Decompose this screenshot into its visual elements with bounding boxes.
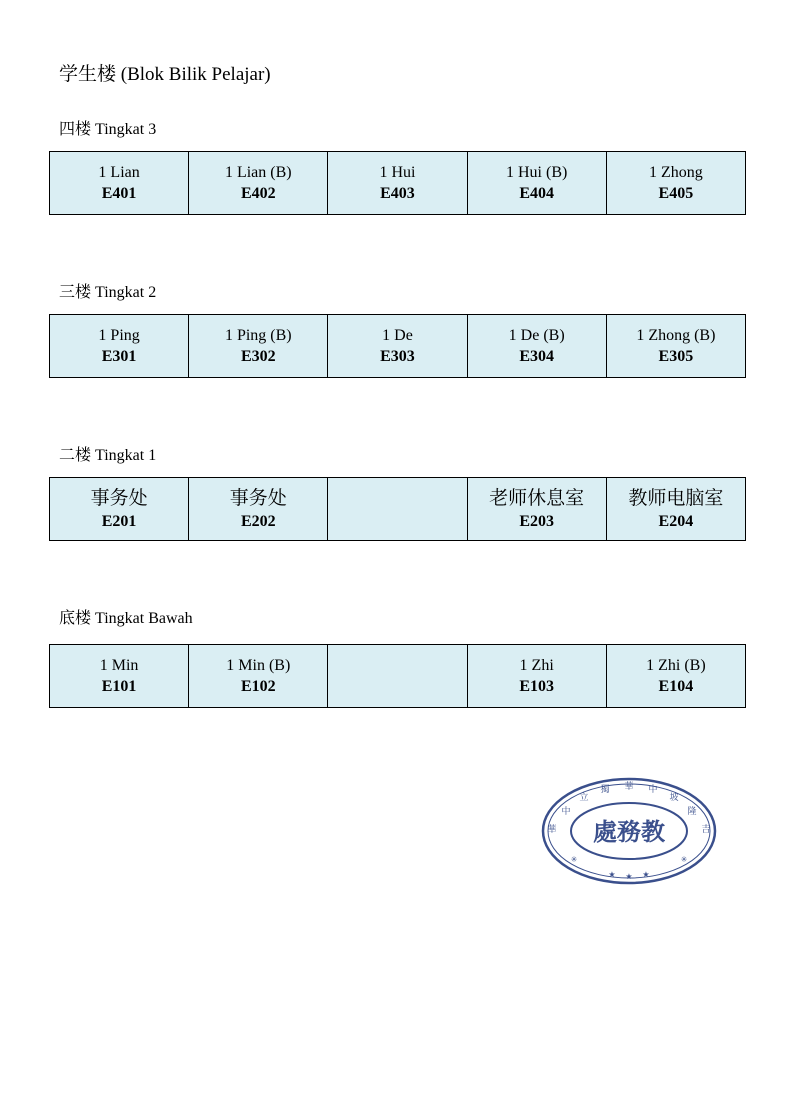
room-code: E102 [240,678,276,695]
room-cell [467,478,606,541]
stamp-ring-char: 立 [579,793,589,803]
table-row [50,152,746,215]
room-code: E305 [658,348,694,365]
room-code: E302 [240,348,276,365]
room-class-label: 1 De [382,327,413,344]
stamp-ring-char: 獨 [600,785,610,795]
room-cell [50,478,189,541]
star-icon: ✳ [570,855,578,864]
floor-label-tingkat-1: 二楼 Tingkat 1 [59,447,157,464]
room-class-label: 1 Zhong (B) [636,327,716,344]
table-row [50,645,746,708]
stamp-ring-char: 坡 [669,793,679,803]
room-cell [606,152,745,215]
room-class-label: 1 De (B) [508,327,565,344]
room-class-label: 1 Hui [379,164,416,181]
room-class-label: 事务处 [229,487,287,509]
stamp-ring-char: 華 [547,825,557,835]
room-code: E101 [101,678,137,695]
room-cell [606,645,745,708]
room-code: E401 [101,185,137,202]
room-code: E404 [519,185,554,202]
room-class-label: 1 Lian [98,164,140,181]
room-class-label: 1 Hui (B) [505,164,568,181]
stamp-ring-char: 華 [624,782,634,792]
room-class-label: 1 Zhi (B) [646,657,706,674]
room-class-label: 事务处 [90,487,148,509]
page-title: 学生楼 (Blok Bilik Pelajar) [59,64,271,85]
school-stamp [540,776,718,886]
room-cell [189,315,328,378]
star-icon: ★ [625,872,633,881]
room-class-label: 1 Min [99,657,139,674]
room-cell [328,152,467,215]
room-cell [328,315,467,378]
room-class-label: 1 Min (B) [226,657,291,674]
room-code: E301 [101,348,137,365]
room-cell [467,152,606,215]
room-table-tingkat-2 [49,314,746,378]
room-class-label: 教师电脑室 [628,487,724,509]
room-class-label: 1 Zhong [648,164,703,181]
room-code: E403 [380,185,415,202]
room-code: E405 [658,185,694,202]
room-cell [50,315,189,378]
room-code: E402 [240,185,276,202]
room-cell [467,645,606,708]
floor-label-tingkat-3: 四楼 Tingkat 3 [59,121,157,138]
floor-label-tingkat-bawah: 底楼 Tingkat Bawah [59,610,193,627]
room-class-label: 1 Lian (B) [224,164,292,181]
floor-label-tingkat-2: 三楼 Tingkat 2 [59,284,157,301]
room-code: E203 [519,512,554,530]
room-cell [606,315,745,378]
room-code: E201 [101,512,137,530]
room-code: E303 [380,348,415,365]
room-code: E204 [658,512,694,530]
room-class-label: 1 Zhi [519,657,554,674]
star-icon: ✳ [680,855,688,864]
room-code: E104 [658,678,694,695]
room-table-tingkat-bawah [49,644,746,708]
room-code: E304 [519,348,554,365]
room-table-tingkat-1 [49,477,746,541]
table-row [50,315,746,378]
room-table-tingkat-3 [49,151,746,215]
room-class-label: 老师休息室 [489,487,585,509]
stamp-ring-char: 吉 [701,825,711,835]
stamp-center-text: 處務教 [593,817,665,846]
room-cell [606,478,745,541]
star-icon: ★ [608,870,616,879]
room-cell-empty [328,645,467,708]
room-class-label: 1 Ping [98,327,140,344]
stamp-ring-char: 隆 [687,807,697,817]
room-code: E103 [519,678,554,695]
room-code: E202 [240,512,276,530]
room-class-label: 1 Ping (B) [224,327,292,344]
room-cell [50,152,189,215]
room-cell [50,645,189,708]
room-cell [189,478,328,541]
room-cell-empty [328,478,467,541]
stamp-ring-char: 中 [648,785,658,795]
room-cell [189,645,328,708]
stamp-ring-char: 中 [561,807,571,817]
room-cell [467,315,606,378]
table-row [50,478,746,541]
star-icon: ★ [642,870,650,879]
room-cell [189,152,328,215]
